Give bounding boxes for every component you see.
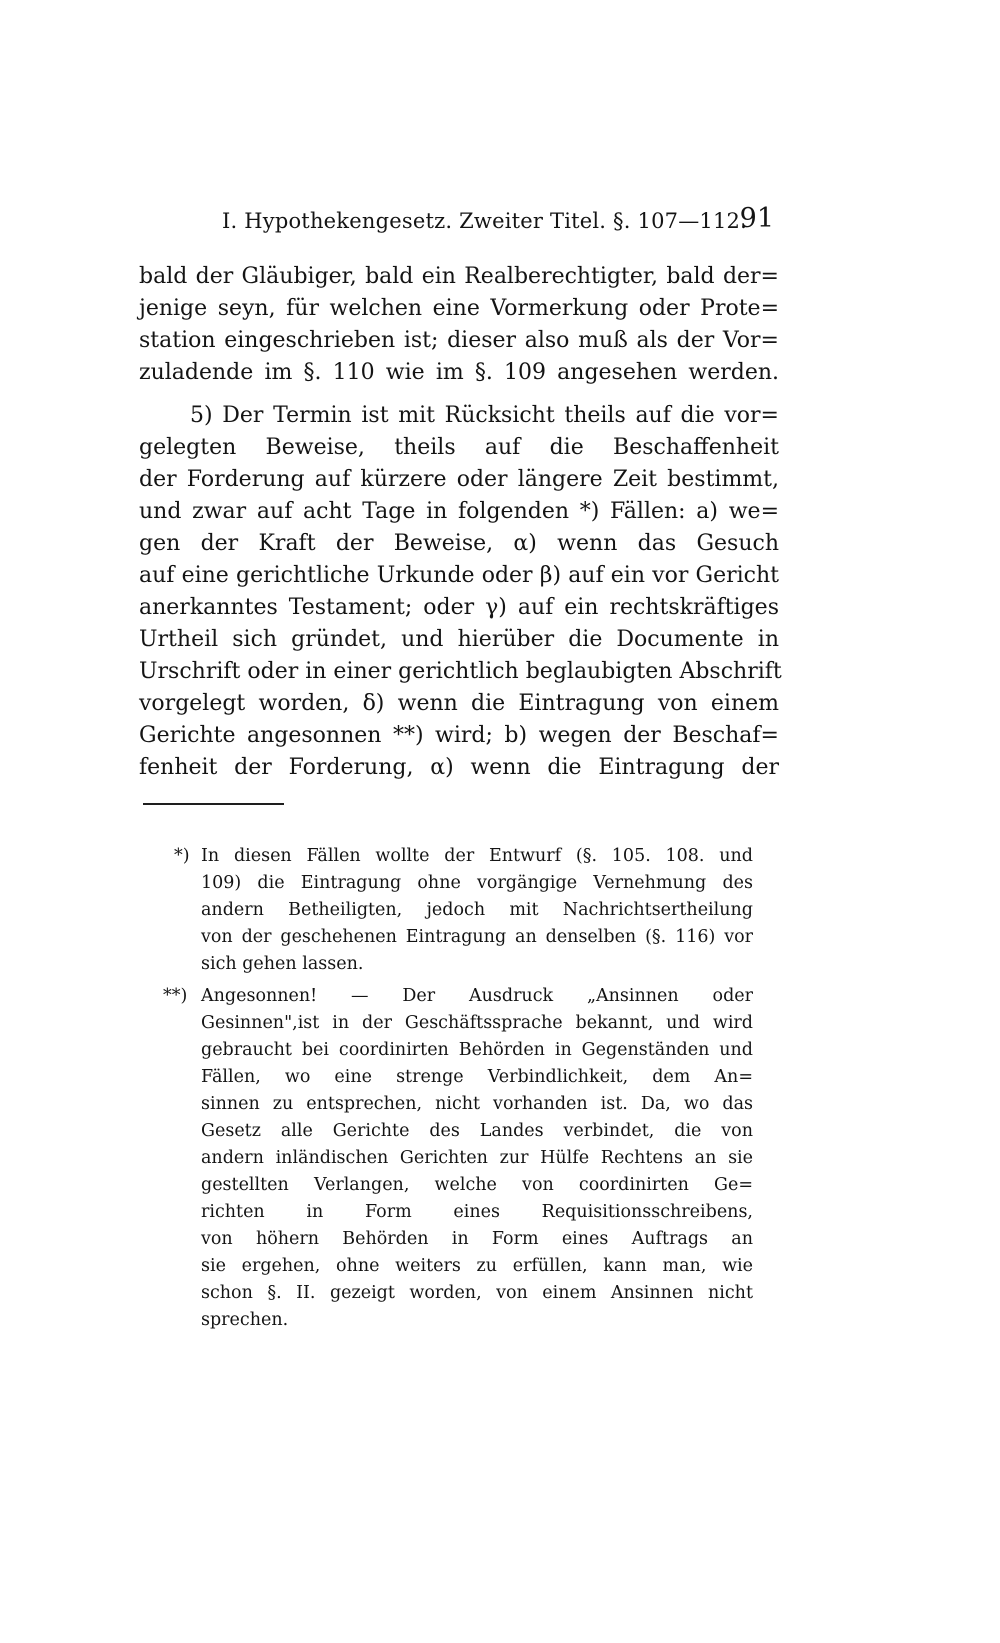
running-title: I. Hypothekengesetz. Zweiter Titel. §. 107—112.	[222, 209, 747, 233]
running-head	[222, 203, 774, 243]
body-line: 5) Der Termin ist mit Rücksicht theils auf die vor=	[190, 403, 779, 428]
footnote-line: von der geschehenen Eintragung an denselben (§. 116) vor	[201, 927, 753, 947]
footnote-line: gestellten Verlangen, welche von coordinirten Ge=	[201, 1175, 753, 1195]
footnote-line: Fällen, wo eine strenge Verbindlichkeit, dem An=	[201, 1067, 753, 1087]
page-number: 91	[739, 203, 774, 234]
footnote-line: Gesinnen",ist in der Geschäftssprache bekannt, und wird	[201, 1013, 753, 1033]
body-line: gelegten Beweise, theils auf die Beschaffenheit	[139, 435, 779, 460]
footnote-marker: **)	[163, 986, 188, 1006]
footnote-line: 109) die Eintragung ohne vorgängige Vernehmung des	[201, 873, 753, 893]
footnote-marker: *)	[174, 846, 190, 866]
footnote-line: In diesen Fällen wollte der Entwurf (§. 105. 108. und	[201, 846, 753, 866]
body-line: fenheit der Forderung, α) wenn die Eintragung der	[139, 755, 779, 780]
body-line: auf eine gerichtliche Urkunde oder β) auf ein vor Gericht	[139, 563, 779, 588]
footnote-line: andern inländischen Gerichten zur Hülfe Rechtens an sie	[201, 1148, 753, 1168]
footnote-line: Angesonnen! — Der Ausdruck „Ansinnen oder	[201, 986, 753, 1006]
footnote-line: Gesetz alle Gerichte des Landes verbindet, die von	[201, 1121, 753, 1141]
footnote-line: sprechen.	[201, 1310, 289, 1330]
footnote-line: andern Betheiligten, jedoch mit Nachrichtsertheilung	[201, 900, 753, 920]
body-line: anerkanntes Testament; oder γ) auf ein rechtskräftiges	[139, 595, 779, 620]
footnote-line: von höhern Behörden in Form eines Auftrags an	[201, 1229, 753, 1249]
body-line: vorgelegt worden, δ) wenn die Eintragung von einem	[139, 691, 779, 716]
body-line: zuladende im §. 110 wie im §. 109 angesehen werden.	[139, 360, 779, 385]
footnote-line: sinnen zu entsprechen, nicht vorhanden ist. Da, wo das	[201, 1094, 753, 1114]
footnote-line: sich gehen lassen.	[201, 954, 364, 974]
footnote-line: sie ergehen, ohne weiters zu erfüllen, kann man, wie	[201, 1256, 753, 1276]
body-line: station eingeschrieben ist; dieser also muß als der Vor=	[139, 328, 779, 353]
body-line: der Forderung auf kürzere oder längere Zeit bestimmt,	[139, 467, 779, 492]
body-line: bald der Gläubiger, bald ein Realberechtigter, bald der=	[139, 264, 779, 289]
footnote-line: gebraucht bei coordinirten Behörden in Gegenständen und	[201, 1040, 753, 1060]
footnote-rule	[143, 803, 284, 805]
footnote-line: richten in Form eines Requisitionsschreibens,	[201, 1202, 753, 1222]
body-line: Urtheil sich gründet, und hierüber die Documente in	[139, 627, 779, 652]
body-line: Urschrift oder in einer gerichtlich beglaubigten Abschrift	[139, 659, 782, 684]
body-line: und zwar auf acht Tage in folgenden *) Fällen: a) we=	[139, 499, 779, 524]
body-line: jenige seyn, für welchen eine Vormerkung oder Prote=	[139, 296, 779, 321]
footnote-line: schon §. II. gezeigt worden, von einem Ansinnen nicht	[201, 1283, 753, 1303]
body-line: gen der Kraft der Beweise, α) wenn das Gesuch	[139, 531, 779, 556]
body-line: Gerichte angesonnen **) wird; b) wegen der Beschaf=	[139, 723, 779, 748]
